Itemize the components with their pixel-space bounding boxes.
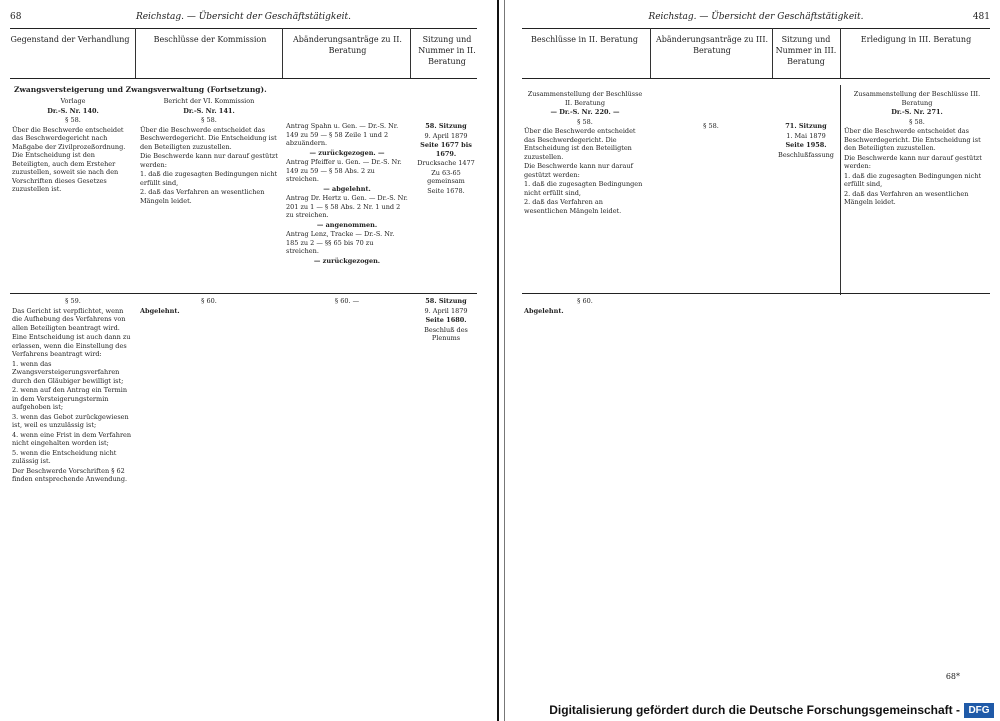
cell-text: Seite 1680. <box>425 316 467 324</box>
left-page <box>0 0 487 700</box>
cell-text: Zu 63-65 gemeinsam <box>427 168 465 185</box>
cell-text: 9. April 1879 <box>424 306 468 315</box>
cell-text: § 58. <box>909 117 925 126</box>
cell-text: — angenommen. <box>316 220 378 229</box>
cell-text: Seite 1678. <box>427 186 465 195</box>
cell-text: Über die Beschwerde entscheidet das Beschwerdegericht. Die Entscheidung ist den Beteiligten zuzustellen. <box>524 127 636 161</box>
cell-text: Die Beschwerde kann nur darauf gestützt werden: <box>844 153 982 170</box>
cell-text: 71. Sitzung <box>785 122 827 130</box>
subject-column-top <box>12 97 134 287</box>
book-gutter <box>487 0 512 721</box>
column-divider <box>135 28 136 78</box>
commission-column-bottom <box>140 297 278 337</box>
cell-text: 5. wenn die Entscheidung nicht zulässig ist. <box>12 448 117 465</box>
cell-text: Antrag Pfeiffer u. Gen. — Dr.-S. Nr. 149 zu 59 — § 58 Abs. 2 zu streichen. <box>286 158 402 183</box>
cell-text: 1. daß die zugesagten Bedingungen nicht erfüllt sind, <box>844 171 982 188</box>
cell-text: Zusammenstellung der Beschlüsse III. Beratung <box>853 90 981 107</box>
column-header-amendments-third: Abänderungsanträge zu III. Beratung <box>655 35 769 55</box>
gutter-line <box>504 0 505 721</box>
cell-text: § 58. <box>65 116 81 124</box>
header-rule-bottom <box>10 78 477 79</box>
cell-text: Das Gericht ist verpflichtet, wenn die Aufhebung des Verfahrens von allen Beteiligten beantragt wird. <box>12 306 126 332</box>
right-page-number: 481 <box>972 12 990 22</box>
cell-text: § 59. <box>65 297 81 305</box>
right-page <box>512 0 1000 700</box>
cell-text: — zurückgezogen. <box>313 256 381 265</box>
cell-text: Über die Beschwerde entscheidet das Beschwerdegericht. Die Entscheidung ist den Beteiligten zuzustellen. <box>844 127 981 152</box>
column-divider <box>840 28 841 78</box>
cell-text: Seite 1677 bis 1679. <box>420 141 472 158</box>
header-rule-top <box>522 28 990 29</box>
cell-text: § 58. <box>201 116 217 124</box>
column-divider <box>282 28 283 78</box>
funding-notice: Digitalisierung gefördert durch die Deutsche Forschungsgemeinschaft - <box>549 703 960 717</box>
cell-text: 2. daß das Verfahren an wesentlichen Mängeln leidet. <box>140 188 265 205</box>
cell-text: § 58. <box>703 122 719 130</box>
cell-text: Beschluß des Plenums <box>424 325 468 342</box>
commission-column-top <box>140 97 278 287</box>
cell-text: § 58. <box>577 117 593 126</box>
cell-text: 58. Sitzung <box>425 122 467 130</box>
cell-text: 1. daß die zugesagten Bedingungen nicht erfüllt sind, <box>140 170 278 187</box>
header-rule-bottom <box>522 78 990 79</box>
session-third-column-top <box>774 122 838 182</box>
right-running-title: Reichstag. — Übersicht der Geschäftstätigkeit. <box>648 12 864 22</box>
cell-text: Antrag Spahn u. Gen. — Dr.-S. Nr. 149 zu 59 — § 58 Zeile 1 und 2 abzuändern. <box>286 122 399 147</box>
column-header-subject: Gegenstand der Verhandlung <box>10 35 130 44</box>
page-corner-mark: 68* <box>945 672 960 681</box>
amendments-column-bottom <box>286 297 408 317</box>
column-header-amendments: Abänderungsanträge zu II. Beratung <box>293 35 402 55</box>
cell-text: — abgelehnt. <box>323 184 371 193</box>
dfg-logo: DFG <box>964 703 994 718</box>
cell-text: Zusammenstellung der Beschlüsse II. Beratung <box>527 90 643 107</box>
cell-text: 3. wenn das Gebot zurückgewiesen ist, weil es unzulässig ist; <box>12 412 129 429</box>
cell-text: Abgelehnt. <box>524 306 564 315</box>
column-divider <box>840 85 841 295</box>
column-header-commission: Beschlüsse der Kommission <box>153 35 267 44</box>
column-divider <box>650 28 651 78</box>
cell-text: Die Beschwerde kann nur darauf gestützt werden: <box>524 162 633 179</box>
column-header-resolution: Erledigung in III. Beratung <box>860 35 972 44</box>
section-title: Zwangsversteigerung und Zwangsverwaltung (Fortsetzung). <box>14 85 267 94</box>
cell-text: § 60. <box>201 297 217 305</box>
row-divider <box>10 293 477 294</box>
gutter-line <box>497 0 499 721</box>
cell-text: Antrag Lenz, Tracke — Dr.-S. Nr. 185 zu 2 — §§ 65 bis 70 zu streichen. <box>286 230 395 255</box>
subject-column-bottom <box>12 297 134 687</box>
cell-text: § 60. <box>577 297 593 305</box>
cell-text: Seite 1958. <box>785 141 827 149</box>
cell-text: 1. wenn das Zwangsversteigerungsverfahren durch den Gläubiger bewilligt ist; <box>12 359 124 385</box>
column-header-session-third: Sitzung und Nummer in III. Beratung <box>775 35 837 66</box>
column-header-decisions: Beschlüsse in II. Beratung <box>530 35 639 44</box>
cell-text: Drucksache 1477 <box>417 159 475 167</box>
cell-text: Über die Beschwerde entscheidet das Beschwerdegericht nach Maßgabe der Zivilprozeßordnung. Die Entscheidung ist den Beteiligten, auch dem Ersteher zuzustellen, soweit sie nach den Vorschriften dieses Gesetzes zuzustellen ist. <box>12 125 126 193</box>
left-page-number: 68 <box>10 12 22 22</box>
column-divider <box>410 28 411 78</box>
session-column-bottom <box>412 297 480 357</box>
decisions-column-bottom <box>524 297 646 327</box>
cell-text: Dr.-S. Nr. 271. <box>891 108 943 116</box>
decisions-column-top <box>524 90 646 290</box>
cell-text: Beschlußfassung <box>778 150 834 159</box>
cell-text: 9. April 1879 <box>424 131 468 140</box>
cell-text: 2. daß das Verfahren an wesentlichen Mängeln leidet. <box>524 198 622 215</box>
cell-text: — zurückgezogen. — <box>309 148 385 157</box>
left-running-title: Reichstag. — Übersicht der Geschäftstätigkeit. <box>135 12 352 22</box>
row-divider <box>522 293 990 294</box>
cell-text: Die Beschwerde kann nur darauf gestützt werden: <box>140 152 278 169</box>
cell-text: Der Beschwerde Vorschriften § 62 finden entsprechende Anwendung. <box>12 466 128 483</box>
cell-text: § 60. — <box>334 297 360 305</box>
resolution-column-top <box>844 90 990 295</box>
column-divider <box>772 28 773 78</box>
cell-text: 2. daß das Verfahren an wesentlichen Mängeln leidet. <box>844 189 969 206</box>
left-running-head <box>10 12 477 26</box>
cell-text: 58. Sitzung <box>425 297 467 305</box>
footer-bar <box>0 700 1000 721</box>
cell-text: Eine Entscheidung ist auch dann zu erlassen, wenn die Einstellung des Verfahrens beantragt wird: <box>12 333 131 358</box>
cell-text: Dr.-S. Nr. 140. <box>47 106 99 115</box>
amendments-column-top <box>286 122 408 292</box>
cell-text: Antrag Dr. Hertz u. Gen. — Dr.-S. Nr. 201 zu 1 — § 58 Abs. 2 Nr. 1 und 2 zu streichen. <box>286 194 408 219</box>
cell-text: — Dr.-S. Nr. 220. — <box>550 108 620 116</box>
cell-text: Dr.-S. Nr. 141. <box>183 106 235 115</box>
session-column-top <box>412 122 480 222</box>
header-rule-top <box>10 28 477 29</box>
cell-text: 4. wenn eine Frist in dem Verfahren nicht eingehalten worden ist; <box>12 430 132 447</box>
cell-text: Bericht der VI. Kommission <box>163 97 255 105</box>
right-running-head <box>522 12 990 26</box>
cell-text: 1. daß die zugesagten Bedingungen nicht erfüllt sind, <box>524 180 643 197</box>
cell-text: Über die Beschwerde entscheidet das Beschwerdegericht. Die Entscheidung ist den Beteiligten zuzustellen. <box>140 125 277 151</box>
cell-text: Vorlage <box>60 97 86 105</box>
cell-text: 2. wenn auf den Antrag ein Termin in dem Versteigerungstermin aufgehoben ist; <box>12 386 128 411</box>
amendments-third-column-top <box>652 122 770 142</box>
cell-text: Abgelehnt. <box>140 306 180 315</box>
cell-text: 1. Mai 1879 <box>786 131 826 140</box>
column-header-session: Sitzung und Nummer in II. Beratung <box>418 35 476 66</box>
